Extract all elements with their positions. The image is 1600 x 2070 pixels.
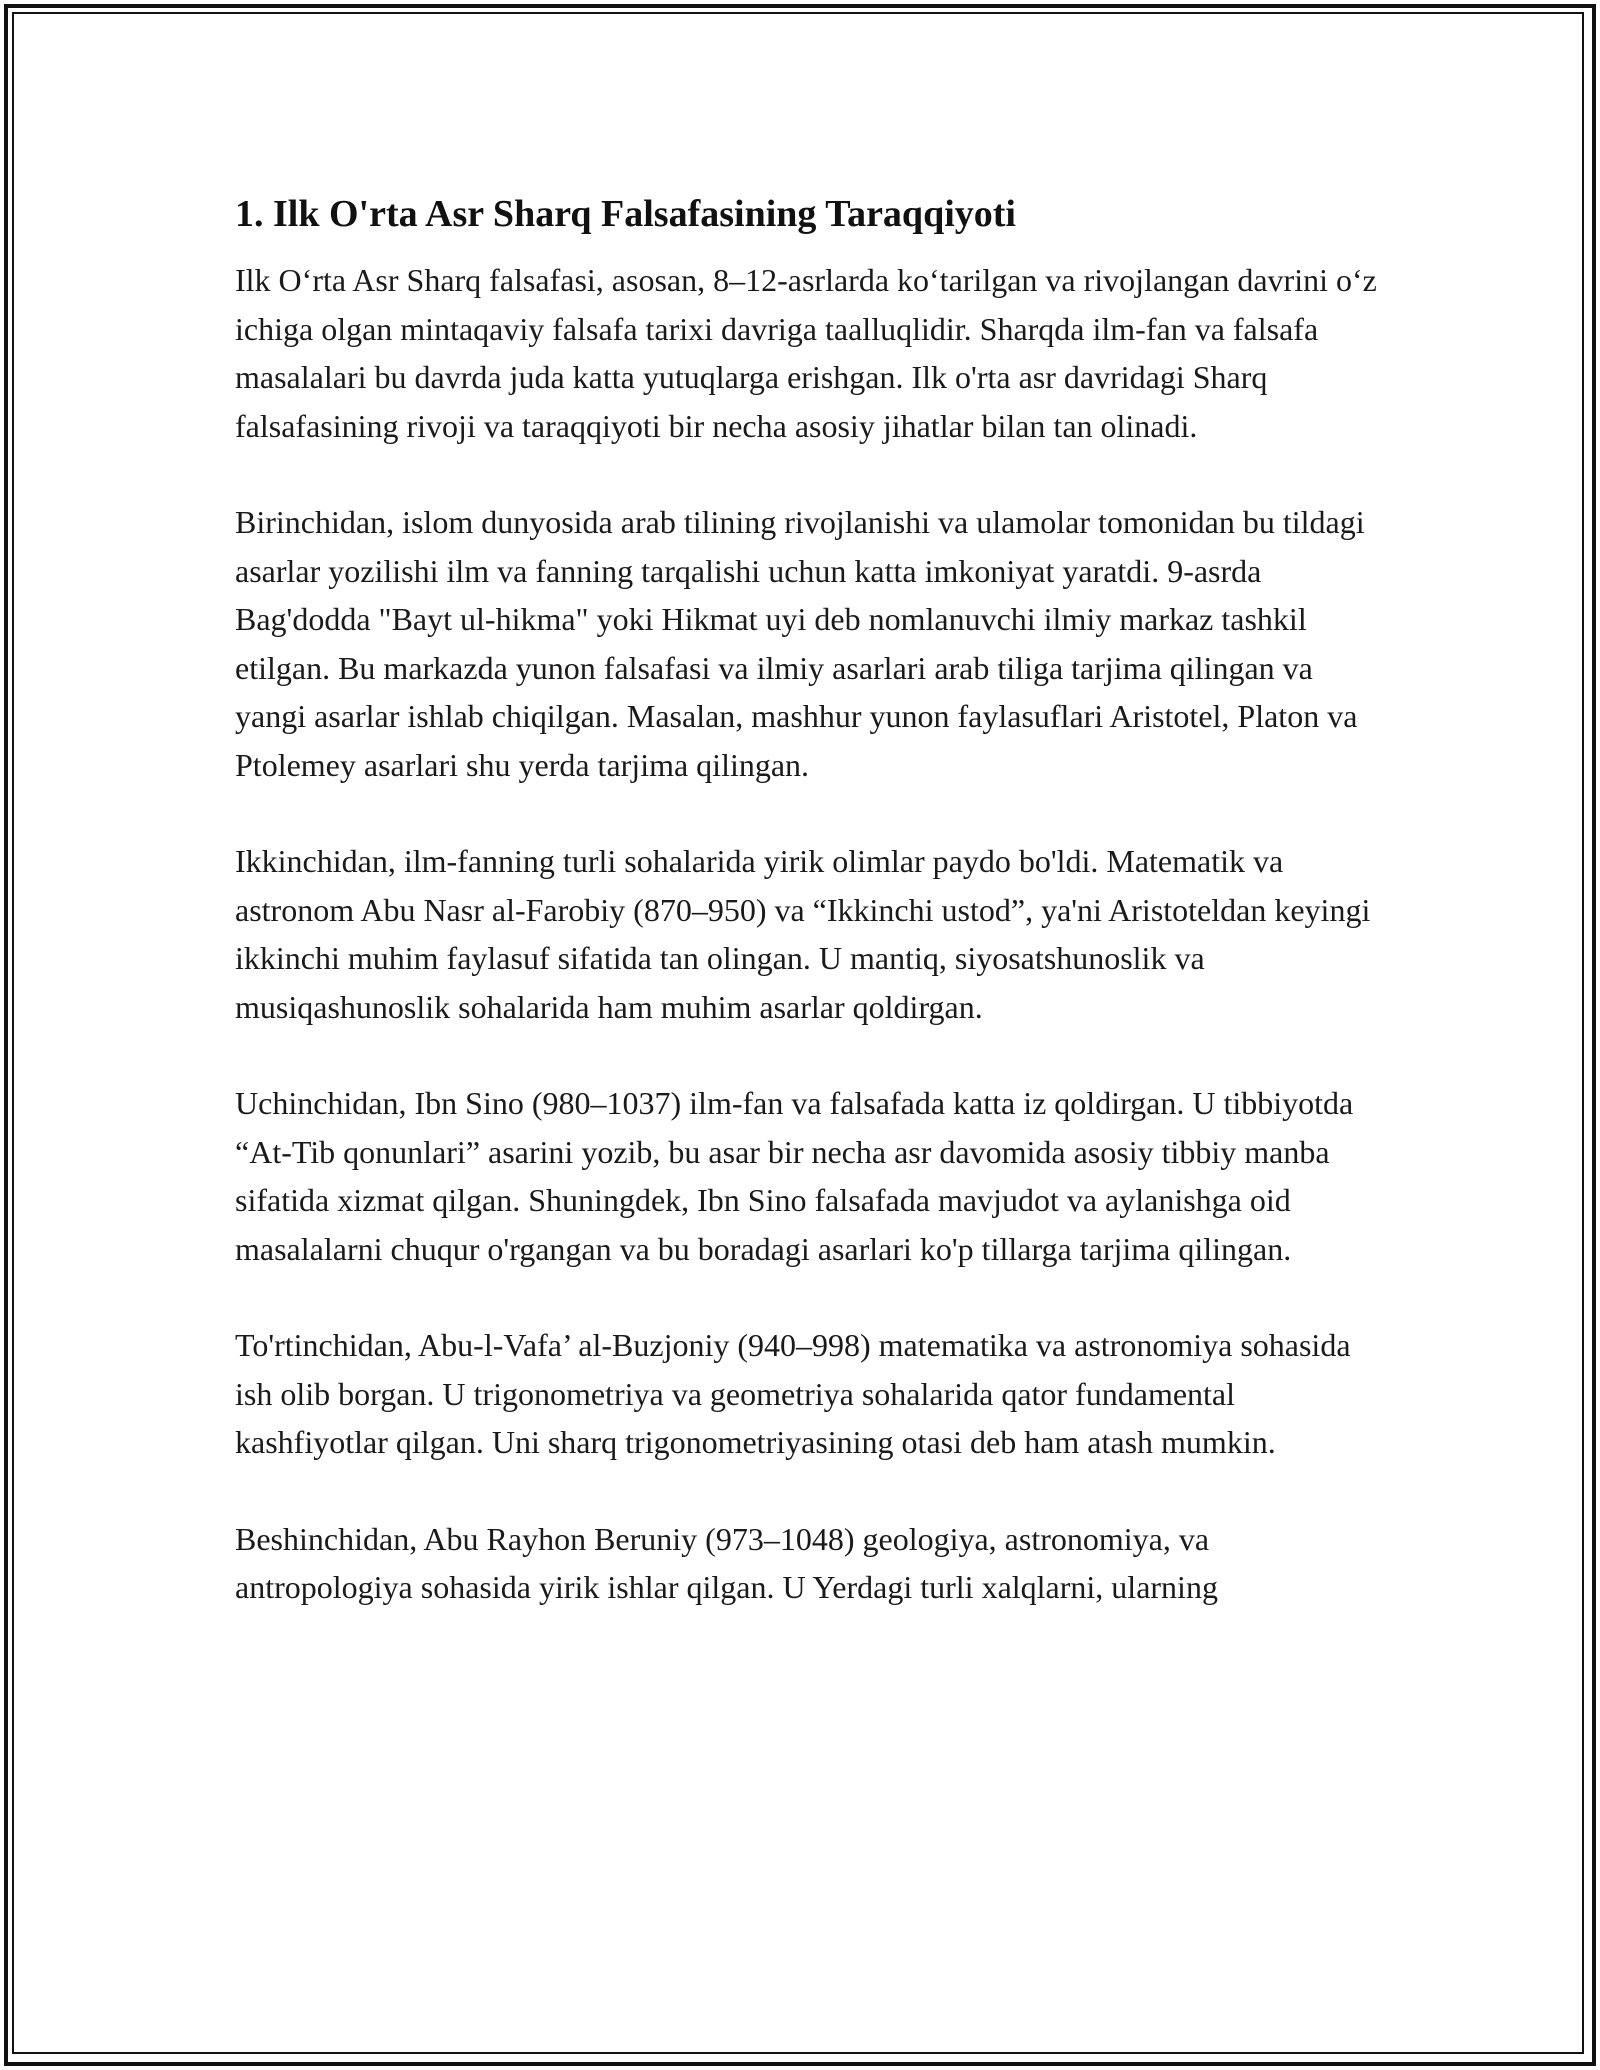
paragraph-fifth: Beshinchidan, Abu Rayhon Beruniy (973–1048) geologiya, astronomiya, va antropologiya sohasida yirik ishlar qilgan. U Yerdagi turli xalqlarni, ularning [235, 1520, 1218, 1605]
paragraph-first: Birinchidan, islom dunyosida arab tilining rivojlanishi va ulamolar tomonidan bu tildagi asarlar yozilishi ilm va fanning tarqalishi uchun katta imkoniyat yaratdi. 9-asrda Bag'dodda "Bayt ul-hikma" yoki Hikmat uyi deb nomlanuvchi ilmiy markaz tashkil etilgan. Bu markazda yunon falsafasi va ilmiy asarlari arab tiliga tarjima qilingan va yangi asarlar ishlab chiqilgan. Masalan, mashhur yunon faylasuflari Aristotel, Platon va Ptolemey asarlari shu yerda tarjima qilingan. [235, 504, 1365, 783]
paragraph-intro: Ilk O‘rta Asr Sharq falsafasi, asosan, 8–12-asrlarda ko‘tarilgan va rivojlangan davrini o‘z ichiga olgan mintaqaviy falsafa tarixi davriga taalluqlidir. Sharqda ilm-fan va falsafa masalalari bu davrda juda katta yutuqlarga erishgan. Ilk o'rta asr davridagi Sharq falsafasining rivoji va taraqqiyoti bir necha asosiy jihatlar bilan tan olinadi. [235, 262, 1377, 444]
paragraph-fourth: To'rtinchidan, Abu-l-Vafa’ al-Buzjoniy (940–998) matematika va astronomiya sohasida ish olib borgan. U trigonometriya va geometriya sohalarida qator fundamental kashfiyotlar qilgan. Uni sharq trigonometriyasining otasi deb ham atash mumkin. [235, 1327, 1351, 1460]
document-body [235, 186, 1385, 1660]
document-title: 1. Ilk O'rta Asr Sharq Falsafasining Taraqqiyoti [235, 193, 1016, 235]
paragraph-second: Ikkinchidan, ilm-fanning turli sohalarida yirik olimlar paydo bo'ldi. Matematik va astronom Abu Nasr al-Farobiy (870–950) va “Ikkinchi ustod”, ya'ni Aristoteldan keyingi ikkinchi muhim faylasuf sifatida tan olingan. U mantiq, siyosatshunoslik va musiqashunoslik sohalarida ham muhim asarlar qoldirgan. [235, 843, 1371, 1025]
paragraph-third: Uchinchidan, Ibn Sino (980–1037) ilm-fan va falsafada katta iz qoldirgan. U tibbiyotda “At-Tib qonunlari” asarini yozib, bu asar bir necha asr davomida asosiy tibbiy manba sifatida xizmat qilgan. Shuningdek, Ibn Sino falsafada mavjudot va aylanishga oid masalalarni chuqur o'rgangan va bu boradagi asarlari ko'p tillarga tarjima qilingan. [235, 1085, 1354, 1267]
